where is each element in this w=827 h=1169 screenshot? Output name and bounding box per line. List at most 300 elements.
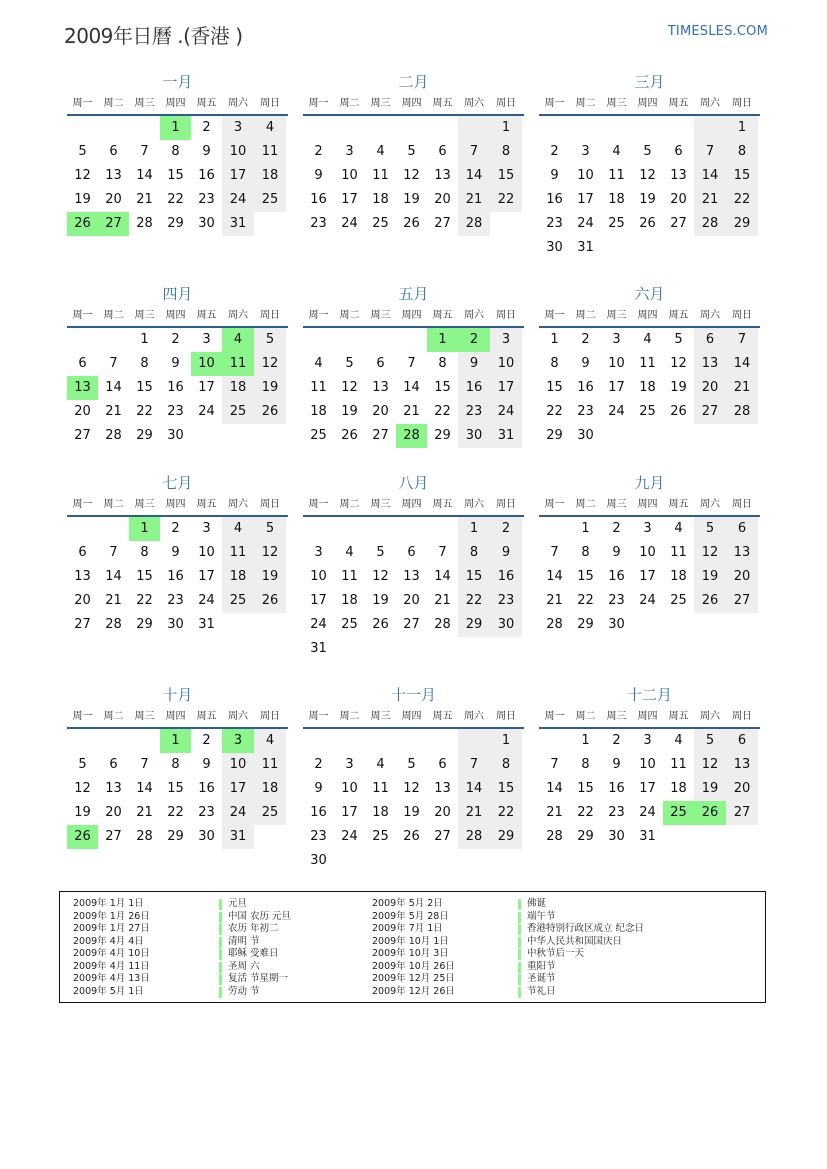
day-cell: 2 bbox=[458, 328, 490, 352]
weekday-label: 周日 bbox=[732, 711, 752, 722]
week-row bbox=[539, 376, 760, 400]
day-cell: 6 bbox=[376, 356, 385, 371]
day-cell: 27 bbox=[372, 428, 389, 443]
day-cell: 23 bbox=[167, 593, 184, 608]
legend-item bbox=[372, 911, 644, 924]
day-cell: 8 bbox=[490, 140, 522, 164]
weekday-label: 周二 bbox=[339, 98, 360, 109]
day-cell: 11 bbox=[222, 352, 254, 376]
day-cell: 7 bbox=[109, 356, 118, 371]
day-cell: 31 bbox=[198, 617, 215, 632]
day-cell: 18 bbox=[222, 376, 254, 400]
holiday-marker bbox=[518, 987, 521, 998]
weekday-label: 周一 bbox=[308, 98, 329, 109]
day-cell: 16 bbox=[490, 565, 522, 589]
day-cell: 7 bbox=[407, 356, 416, 371]
day-cell: 23 bbox=[167, 404, 184, 419]
empty-day-cell bbox=[458, 637, 490, 661]
weekday-label: 周四 bbox=[165, 310, 186, 321]
empty-day-cell bbox=[539, 116, 570, 140]
day-cell: 21 bbox=[694, 188, 726, 212]
day-cell: 2 bbox=[612, 521, 621, 536]
day-cell: 17 bbox=[341, 805, 358, 820]
holiday-name: 圣诞节 bbox=[527, 973, 556, 984]
day-cell: 14 bbox=[546, 781, 563, 796]
weekday-label: 周六 bbox=[228, 499, 248, 510]
empty-day-cell bbox=[663, 116, 694, 140]
day-cell: 12 bbox=[74, 168, 91, 183]
week-row bbox=[539, 565, 760, 589]
day-cell: 6 bbox=[438, 757, 447, 772]
week-row bbox=[303, 328, 524, 352]
holiday-name: 中秋节后一天 bbox=[527, 948, 585, 959]
day-cell: 10 bbox=[341, 781, 358, 796]
weekday-header bbox=[67, 94, 288, 116]
day-cell: 28 bbox=[694, 212, 726, 236]
day-cell: 26 bbox=[372, 617, 389, 632]
day-cell: 6 bbox=[726, 517, 758, 541]
day-cell: 25 bbox=[222, 589, 254, 613]
day-cell: 31 bbox=[490, 424, 522, 448]
day-cell: 18 bbox=[639, 380, 656, 395]
empty-day-cell bbox=[254, 424, 286, 448]
week-row bbox=[303, 541, 524, 565]
day-cell: 26 bbox=[67, 212, 98, 236]
day-cell: 21 bbox=[136, 805, 153, 820]
month-block bbox=[539, 284, 760, 448]
day-cell: 2 bbox=[314, 144, 323, 159]
day-cell: 12 bbox=[372, 569, 389, 584]
weekday-label: 周二 bbox=[103, 310, 124, 321]
weekday-label: 周一 bbox=[72, 711, 93, 722]
month-block bbox=[303, 284, 524, 448]
month-title: 六月 bbox=[634, 285, 665, 303]
day-cell: 22 bbox=[726, 188, 758, 212]
day-cell: 14 bbox=[434, 569, 451, 584]
month-title: 七月 bbox=[162, 474, 193, 492]
holiday-date: 2009年 5月 28日 bbox=[372, 910, 449, 922]
week-row bbox=[303, 777, 524, 801]
day-cell: 20 bbox=[74, 593, 91, 608]
day-cell: 3 bbox=[643, 521, 652, 536]
weekday-label: 周五 bbox=[432, 711, 453, 722]
day-cell: 8 bbox=[140, 545, 149, 560]
empty-day-cell bbox=[490, 637, 522, 661]
weekday-label: 周六 bbox=[700, 711, 720, 722]
day-cell: 12 bbox=[254, 352, 286, 376]
weekday-label: 周四 bbox=[165, 499, 186, 510]
empty-day-cell bbox=[601, 424, 632, 448]
day-cell: 20 bbox=[694, 376, 726, 400]
week-row bbox=[539, 613, 760, 637]
day-cell: 30 bbox=[198, 829, 215, 844]
day-cell: 2 bbox=[171, 521, 180, 536]
empty-day-cell bbox=[191, 424, 222, 448]
day-cell: 19 bbox=[670, 380, 687, 395]
month-block bbox=[539, 473, 760, 637]
week-row bbox=[303, 212, 524, 236]
empty-day-cell bbox=[98, 328, 129, 352]
day-cell: 6 bbox=[109, 144, 118, 159]
empty-day-cell bbox=[67, 517, 98, 541]
day-cell: 5 bbox=[78, 757, 87, 772]
day-cell: 27 bbox=[726, 801, 758, 825]
day-cell: 15 bbox=[434, 380, 451, 395]
day-cell: 22 bbox=[136, 404, 153, 419]
day-cell: 1 bbox=[458, 517, 490, 541]
week-row bbox=[303, 517, 524, 541]
day-cell: 8 bbox=[550, 356, 559, 371]
day-cell: 29 bbox=[434, 428, 451, 443]
holiday-date: 2009年 4月 4日 bbox=[73, 935, 144, 947]
day-cell: 7 bbox=[140, 757, 149, 772]
day-cell: 2 bbox=[612, 733, 621, 748]
empty-day-cell bbox=[458, 849, 490, 873]
day-cell: 21 bbox=[136, 192, 153, 207]
empty-day-cell bbox=[396, 116, 427, 140]
day-cell: 23 bbox=[577, 404, 594, 419]
weekday-label: 周五 bbox=[668, 98, 689, 109]
weekday-label: 周三 bbox=[606, 98, 627, 109]
day-cell: 9 bbox=[550, 168, 559, 183]
empty-day-cell bbox=[427, 517, 458, 541]
holiday-marker bbox=[219, 974, 222, 985]
empty-day-cell bbox=[334, 729, 365, 753]
day-cell: 1 bbox=[490, 116, 522, 140]
week-row bbox=[67, 376, 288, 400]
day-cell: 26 bbox=[254, 589, 286, 613]
weekday-header bbox=[303, 707, 524, 729]
empty-day-cell bbox=[129, 116, 160, 140]
empty-day-cell bbox=[694, 613, 726, 637]
day-cell: 28 bbox=[105, 617, 122, 632]
empty-day-cell bbox=[365, 637, 396, 661]
day-cell: 15 bbox=[490, 777, 522, 801]
day-cell: 20 bbox=[726, 565, 758, 589]
day-cell: 3 bbox=[643, 733, 652, 748]
day-cell: 18 bbox=[608, 192, 625, 207]
day-cell: 17 bbox=[198, 569, 215, 584]
day-cell: 23 bbox=[198, 192, 215, 207]
day-cell: 27 bbox=[74, 617, 91, 632]
day-cell: 30 bbox=[490, 613, 522, 637]
empty-day-cell bbox=[694, 236, 726, 260]
weekday-label: 周三 bbox=[134, 310, 155, 321]
day-cell: 9 bbox=[612, 757, 621, 772]
day-cell: 29 bbox=[136, 428, 153, 443]
day-cell: 28 bbox=[136, 829, 153, 844]
day-cell: 12 bbox=[403, 781, 420, 796]
month-title: 十月 bbox=[162, 686, 193, 704]
day-cell: 13 bbox=[403, 569, 420, 584]
legend-item bbox=[73, 923, 291, 936]
weekday-label: 周日 bbox=[496, 711, 516, 722]
week-row bbox=[539, 777, 760, 801]
day-cell: 8 bbox=[438, 356, 447, 371]
day-cell: 28 bbox=[546, 829, 563, 844]
day-cell: 18 bbox=[670, 781, 687, 796]
day-cell: 28 bbox=[434, 617, 451, 632]
month-title: 八月 bbox=[398, 474, 429, 492]
day-cell: 9 bbox=[202, 757, 211, 772]
empty-day-cell bbox=[254, 825, 286, 849]
empty-day-cell bbox=[632, 236, 663, 260]
weekday-label: 周一 bbox=[308, 499, 329, 510]
weekday-label: 周六 bbox=[228, 711, 248, 722]
month-block bbox=[67, 473, 288, 637]
weekday-label: 周二 bbox=[103, 499, 124, 510]
weekday-label: 周三 bbox=[370, 711, 391, 722]
holiday-marker bbox=[219, 987, 222, 998]
weekday-label: 周三 bbox=[134, 499, 155, 510]
week-row bbox=[539, 589, 760, 613]
day-cell: 8 bbox=[171, 144, 180, 159]
week-row bbox=[67, 729, 288, 753]
legend-item bbox=[73, 948, 291, 961]
day-cell: 30 bbox=[198, 216, 215, 231]
weekday-label: 周五 bbox=[668, 711, 689, 722]
week-row bbox=[539, 801, 760, 825]
day-cell: 17 bbox=[577, 192, 594, 207]
empty-day-cell bbox=[254, 212, 286, 236]
day-cell: 10 bbox=[608, 356, 625, 371]
day-cell: 9 bbox=[171, 545, 180, 560]
empty-day-cell bbox=[67, 328, 98, 352]
week-row bbox=[67, 188, 288, 212]
week-row bbox=[539, 116, 760, 140]
day-cell: 10 bbox=[639, 757, 656, 772]
day-cell: 21 bbox=[458, 188, 490, 212]
weekday-label: 周日 bbox=[260, 310, 280, 321]
weekday-label: 周四 bbox=[637, 310, 658, 321]
day-cell: 20 bbox=[726, 777, 758, 801]
empty-day-cell bbox=[334, 637, 365, 661]
weekday-label: 周日 bbox=[732, 499, 752, 510]
day-cell: 21 bbox=[105, 404, 122, 419]
day-cell: 30 bbox=[167, 428, 184, 443]
day-cell: 15 bbox=[726, 164, 758, 188]
day-cell: 12 bbox=[639, 168, 656, 183]
weekday-label: 周一 bbox=[544, 310, 565, 321]
holiday-marker bbox=[219, 924, 222, 935]
holiday-name: 劳动 节 bbox=[228, 985, 260, 997]
week-row bbox=[539, 729, 760, 753]
day-cell: 8 bbox=[581, 545, 590, 560]
day-cell: 1 bbox=[550, 332, 559, 347]
empty-day-cell bbox=[365, 116, 396, 140]
day-cell: 5 bbox=[694, 517, 726, 541]
week-row bbox=[303, 116, 524, 140]
week-row bbox=[67, 352, 288, 376]
month-title: 五月 bbox=[398, 285, 429, 303]
brand-logo[interactable]: TIMESLES.COM bbox=[667, 24, 768, 39]
day-cell: 27 bbox=[105, 829, 122, 844]
empty-day-cell bbox=[334, 116, 365, 140]
day-cell: 25 bbox=[372, 829, 389, 844]
week-row bbox=[539, 328, 760, 352]
week-row bbox=[67, 164, 288, 188]
day-cell: 23 bbox=[310, 829, 327, 844]
weekday-label: 周一 bbox=[72, 310, 93, 321]
day-cell: 21 bbox=[726, 376, 758, 400]
day-cell: 4 bbox=[222, 517, 254, 541]
day-cell: 24 bbox=[198, 404, 215, 419]
weekday-label: 周六 bbox=[700, 310, 720, 321]
empty-day-cell bbox=[570, 116, 601, 140]
day-cell: 17 bbox=[639, 569, 656, 584]
holiday-name: 中国 农历 元旦 bbox=[228, 910, 292, 922]
weekday-label: 周一 bbox=[72, 499, 93, 510]
day-cell: 8 bbox=[490, 753, 522, 777]
legend-item bbox=[372, 923, 644, 936]
holiday-marker bbox=[518, 899, 521, 910]
day-cell: 5 bbox=[407, 144, 416, 159]
weekday-label: 周三 bbox=[606, 310, 627, 321]
day-cell: 21 bbox=[546, 805, 563, 820]
day-cell: 12 bbox=[341, 380, 358, 395]
day-cell: 8 bbox=[171, 757, 180, 772]
empty-day-cell bbox=[396, 729, 427, 753]
month-title: 四月 bbox=[162, 285, 193, 303]
day-cell: 4 bbox=[612, 144, 621, 159]
day-cell: 7 bbox=[140, 144, 149, 159]
day-cell: 11 bbox=[670, 757, 687, 772]
week-row bbox=[303, 637, 524, 661]
day-cell: 17 bbox=[198, 380, 215, 395]
empty-day-cell bbox=[67, 729, 98, 753]
day-cell: 25 bbox=[663, 801, 694, 825]
holiday-date: 2009年 1月 1日 bbox=[73, 898, 144, 909]
empty-day-cell bbox=[490, 849, 522, 873]
weekday-label: 周六 bbox=[464, 711, 484, 722]
day-cell: 23 bbox=[546, 216, 563, 231]
week-row bbox=[303, 825, 524, 849]
empty-day-cell bbox=[601, 116, 632, 140]
day-cell: 2 bbox=[171, 332, 180, 347]
weekday-label: 周二 bbox=[339, 310, 360, 321]
week-row bbox=[539, 236, 760, 260]
weekday-label: 周四 bbox=[401, 499, 422, 510]
empty-day-cell bbox=[334, 328, 365, 352]
empty-day-cell bbox=[539, 729, 570, 753]
weekday-label: 周四 bbox=[165, 711, 186, 722]
legend-item bbox=[372, 936, 644, 949]
day-cell: 9 bbox=[612, 545, 621, 560]
weekday-label: 周四 bbox=[401, 98, 422, 109]
weekday-label: 周四 bbox=[165, 98, 186, 109]
day-cell: 27 bbox=[694, 400, 726, 424]
empty-day-cell bbox=[490, 212, 522, 236]
day-cell: 29 bbox=[490, 825, 522, 849]
empty-day-cell bbox=[67, 116, 98, 140]
weekday-label: 周三 bbox=[606, 711, 627, 722]
empty-day-cell bbox=[365, 328, 396, 352]
holiday-name: 清明 节 bbox=[228, 935, 260, 947]
week-row bbox=[303, 565, 524, 589]
day-cell: 12 bbox=[670, 356, 687, 371]
day-cell: 3 bbox=[581, 144, 590, 159]
weekday-label: 周五 bbox=[432, 98, 453, 109]
day-cell: 23 bbox=[608, 805, 625, 820]
day-cell: 15 bbox=[167, 781, 184, 796]
day-cell: 14 bbox=[105, 380, 122, 395]
week-row bbox=[303, 729, 524, 753]
day-cell: 15 bbox=[577, 781, 594, 796]
week-row bbox=[67, 589, 288, 613]
weekday-label: 周三 bbox=[134, 711, 155, 722]
day-cell: 2 bbox=[490, 517, 522, 541]
day-cell: 3 bbox=[202, 521, 211, 536]
week-row bbox=[539, 753, 760, 777]
weekday-label: 周五 bbox=[432, 310, 453, 321]
day-cell: 28 bbox=[136, 216, 153, 231]
week-row bbox=[67, 565, 288, 589]
weekday-header bbox=[303, 306, 524, 328]
holiday-date: 2009年 10月 3日 bbox=[372, 948, 449, 959]
day-cell: 6 bbox=[78, 356, 87, 371]
day-cell: 26 bbox=[694, 801, 726, 825]
day-cell: 12 bbox=[74, 781, 91, 796]
empty-day-cell bbox=[427, 729, 458, 753]
day-cell: 16 bbox=[198, 781, 215, 796]
day-cell: 29 bbox=[726, 212, 758, 236]
week-row bbox=[67, 212, 288, 236]
day-cell: 20 bbox=[403, 593, 420, 608]
holiday-marker bbox=[518, 949, 521, 960]
day-cell: 6 bbox=[674, 144, 683, 159]
day-cell: 18 bbox=[310, 404, 327, 419]
week-row bbox=[303, 753, 524, 777]
holiday-marker bbox=[518, 974, 521, 985]
day-cell: 18 bbox=[254, 777, 286, 801]
day-cell: 5 bbox=[78, 144, 87, 159]
day-cell: 18 bbox=[670, 569, 687, 584]
day-cell: 28 bbox=[458, 825, 490, 849]
week-row bbox=[67, 825, 288, 849]
weekday-label: 周六 bbox=[700, 499, 720, 510]
day-cell: 29 bbox=[136, 617, 153, 632]
day-cell: 6 bbox=[78, 545, 87, 560]
empty-day-cell bbox=[632, 116, 663, 140]
day-cell: 9 bbox=[314, 781, 323, 796]
weekday-label: 周日 bbox=[260, 499, 280, 510]
day-cell: 26 bbox=[403, 829, 420, 844]
day-cell: 28 bbox=[726, 400, 758, 424]
holiday-date: 2009年 5月 2日 bbox=[372, 898, 443, 909]
weekday-label: 周六 bbox=[464, 499, 484, 510]
day-cell: 29 bbox=[546, 428, 563, 443]
day-cell: 14 bbox=[458, 164, 490, 188]
day-cell: 16 bbox=[458, 376, 490, 400]
weekday-label: 周二 bbox=[103, 98, 124, 109]
month-block bbox=[303, 685, 524, 873]
empty-day-cell bbox=[365, 729, 396, 753]
empty-day-cell bbox=[334, 517, 365, 541]
day-cell: 13 bbox=[105, 781, 122, 796]
day-cell: 1 bbox=[581, 733, 590, 748]
empty-day-cell bbox=[694, 116, 726, 140]
weekday-label: 周四 bbox=[637, 98, 658, 109]
day-cell: 14 bbox=[726, 352, 758, 376]
weekday-header bbox=[539, 707, 760, 729]
day-cell: 9 bbox=[581, 356, 590, 371]
legend-item bbox=[73, 986, 291, 999]
day-cell: 17 bbox=[608, 380, 625, 395]
empty-day-cell bbox=[632, 613, 663, 637]
weekday-label: 周三 bbox=[134, 98, 155, 109]
empty-day-cell bbox=[726, 825, 758, 849]
day-cell: 11 bbox=[670, 545, 687, 560]
